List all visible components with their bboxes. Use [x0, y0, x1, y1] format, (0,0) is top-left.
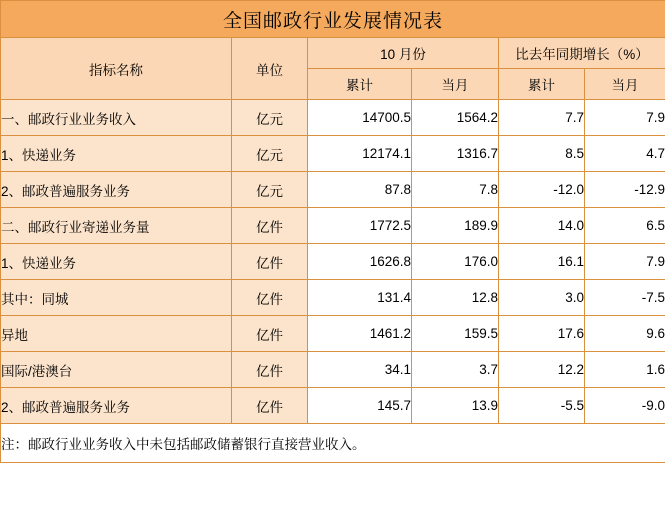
table-row	[1, 172, 665, 208]
row-cumulative-growth: -12.0	[499, 172, 585, 208]
row-unit: 亿件	[232, 244, 308, 280]
row-cumulative-growth: 17.6	[499, 316, 585, 352]
row-cumulative: 12174.1	[308, 136, 412, 172]
row-current-growth: 9.6	[585, 316, 665, 352]
row-current-growth: 4.7	[585, 136, 665, 172]
header-month-cumulative: 累计	[308, 69, 412, 100]
table-note: 注：邮政行业业务收入中未包括邮政储蓄银行直接营业收入。	[1, 424, 665, 463]
table-row	[1, 244, 665, 280]
table-row	[1, 280, 665, 316]
title-row	[1, 1, 665, 38]
table-row	[1, 100, 665, 136]
row-unit: 亿件	[232, 352, 308, 388]
row-current-growth: 1.6	[585, 352, 665, 388]
row-cumulative: 34.1	[308, 352, 412, 388]
row-label: 一、邮政行业业务收入	[1, 100, 232, 136]
table-row	[1, 136, 665, 172]
row-current: 189.9	[412, 208, 499, 244]
row-unit: 亿元	[232, 136, 308, 172]
row-cumulative: 1626.8	[308, 244, 412, 280]
row-label: 1、快递业务	[1, 136, 232, 172]
row-current: 176.0	[412, 244, 499, 280]
row-cumulative: 14700.5	[308, 100, 412, 136]
row-label: 2、邮政普遍服务业务	[1, 172, 232, 208]
row-label: 其中：同城	[1, 280, 232, 316]
row-cumulative-growth: 14.0	[499, 208, 585, 244]
row-current-growth: 7.9	[585, 244, 665, 280]
row-unit: 亿元	[232, 100, 308, 136]
header-month-current: 当月	[412, 69, 499, 100]
row-label: 1、快递业务	[1, 244, 232, 280]
row-current-growth: -12.9	[585, 172, 665, 208]
row-current-growth: 7.9	[585, 100, 665, 136]
row-unit: 亿件	[232, 280, 308, 316]
row-current: 159.5	[412, 316, 499, 352]
row-cumulative-growth: 12.2	[499, 352, 585, 388]
table-row	[1, 316, 665, 352]
row-cumulative-growth: 16.1	[499, 244, 585, 280]
header-unit: 单位	[232, 38, 308, 100]
row-cumulative-growth: -5.5	[499, 388, 585, 424]
row-unit: 亿件	[232, 208, 308, 244]
row-label: 国际/港澳台	[1, 352, 232, 388]
row-cumulative: 1772.5	[308, 208, 412, 244]
row-current: 1564.2	[412, 100, 499, 136]
header-group-month: 10 月份	[308, 38, 499, 69]
row-current: 13.9	[412, 388, 499, 424]
row-cumulative: 145.7	[308, 388, 412, 424]
row-current: 1316.7	[412, 136, 499, 172]
header-growth-current: 当月	[585, 69, 665, 100]
page-title: 全国邮政行业发展情况表	[1, 1, 665, 38]
header-growth-cumulative: 累计	[499, 69, 585, 100]
row-unit: 亿元	[232, 172, 308, 208]
row-cumulative: 1461.2	[308, 316, 412, 352]
row-unit: 亿件	[232, 388, 308, 424]
row-current: 12.8	[412, 280, 499, 316]
table-row	[1, 388, 665, 424]
header-row-top	[1, 38, 665, 69]
row-cumulative: 131.4	[308, 280, 412, 316]
row-label: 2、邮政普遍服务业务	[1, 388, 232, 424]
row-unit: 亿件	[232, 316, 308, 352]
row-cumulative-growth: 3.0	[499, 280, 585, 316]
header-indicator-name: 指标名称	[1, 38, 232, 100]
table-row	[1, 208, 665, 244]
row-cumulative-growth: 8.5	[499, 136, 585, 172]
row-cumulative: 87.8	[308, 172, 412, 208]
row-current-growth: 6.5	[585, 208, 665, 244]
row-label: 二、邮政行业寄递业务量	[1, 208, 232, 244]
row-current-growth: -9.0	[585, 388, 665, 424]
table-row	[1, 352, 665, 388]
row-current-growth: -7.5	[585, 280, 665, 316]
note-row	[1, 424, 665, 463]
row-current: 3.7	[412, 352, 499, 388]
header-group-growth: 比去年同期增长（%）	[499, 38, 665, 69]
row-current: 7.8	[412, 172, 499, 208]
row-cumulative-growth: 7.7	[499, 100, 585, 136]
row-label: 异地	[1, 316, 232, 352]
